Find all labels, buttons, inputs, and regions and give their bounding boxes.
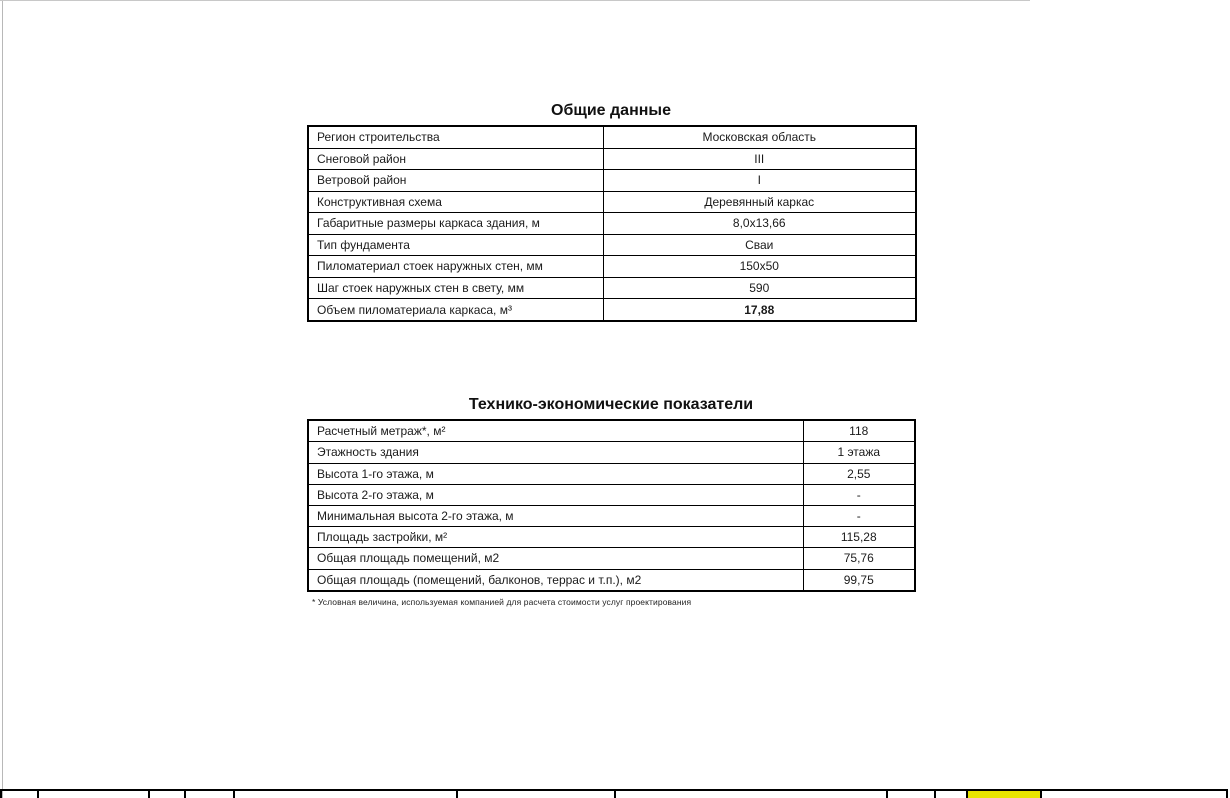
row-label: Площадь застройки, м²: [308, 527, 803, 548]
row-label: Общая площадь помещений, м2: [308, 548, 803, 569]
row-label: Регион строительства: [308, 126, 603, 148]
title-block-divider: [614, 791, 616, 798]
row-value: 17,88: [603, 299, 916, 321]
table-row: [308, 527, 915, 548]
row-label: Тип фундамента: [308, 234, 603, 256]
title-block-divider: [1040, 791, 1042, 798]
row-label: Снеговой район: [308, 148, 603, 170]
row-label: Габаритные размеры каркаса здания, м: [308, 213, 603, 235]
general-data-title: Общие данные: [551, 102, 671, 119]
table-row: [308, 463, 915, 484]
title-block-highlight: [968, 791, 1040, 798]
row-label: Расчетный метраж*, м²: [308, 420, 803, 442]
footnote: * Условная величина, используемая компанией для расчета стоимости услуг проектирования: [312, 597, 692, 607]
row-value: 150x50: [603, 256, 916, 278]
title-block-divider: [233, 791, 235, 798]
row-label: Этажность здания: [308, 442, 803, 463]
table-row: [308, 505, 915, 526]
title-block-strip: [0, 789, 1230, 798]
row-value: Деревянный каркас: [603, 191, 916, 213]
table-row: [308, 126, 916, 148]
table-row: [308, 191, 916, 213]
table-row: [308, 548, 915, 569]
row-value: I: [603, 170, 916, 192]
row-value: Сваи: [603, 234, 916, 256]
row-value: 590: [603, 277, 916, 299]
table-row: [308, 484, 915, 505]
table-row: [308, 442, 915, 463]
row-label: Высота 2-го этажа, м: [308, 484, 803, 505]
row-value: 75,76: [803, 548, 915, 569]
title-block-divider: [886, 791, 888, 798]
title-block-divider: [37, 791, 39, 798]
row-value: -: [803, 505, 915, 526]
row-value: 115,28: [803, 527, 915, 548]
row-value: -: [803, 484, 915, 505]
table-row: [308, 234, 916, 256]
row-label: Объем пиломатериала каркаса, м³: [308, 299, 603, 321]
table-row: [308, 213, 916, 235]
row-label: Конструктивная схема: [308, 191, 603, 213]
row-label: Шаг стоек наружных стен в свету, мм: [308, 277, 603, 299]
table-row: [308, 148, 916, 170]
table-row: [308, 170, 916, 192]
row-label: Общая площадь (помещений, балконов, террас и т.п.), м2: [308, 569, 803, 591]
title-block-divider: [148, 791, 150, 798]
tep-table: [307, 419, 916, 592]
table-row: [308, 569, 915, 591]
row-value: 2,55: [803, 463, 915, 484]
general-data-table: [307, 125, 917, 322]
title-block-divider: [184, 791, 186, 798]
row-label: Высота 1-го этажа, м: [308, 463, 803, 484]
table-row: [308, 256, 916, 278]
title-block-divider: [934, 791, 936, 798]
row-value: 8,0x13,66: [603, 213, 916, 235]
row-value: Московская область: [603, 126, 916, 148]
table-row: [308, 299, 916, 321]
row-value: 99,75: [803, 569, 915, 591]
row-value: III: [603, 148, 916, 170]
table-row: [308, 420, 915, 442]
row-label: Ветровой район: [308, 170, 603, 192]
title-block-divider: [0, 791, 2, 798]
sheet-frame-left: [2, 0, 3, 798]
row-label: Минимальная высота 2-го этажа, м: [308, 505, 803, 526]
sheet-frame-top: [0, 0, 1030, 1]
title-block-divider: [1226, 791, 1228, 798]
row-value: 118: [803, 420, 915, 442]
row-label: Пиломатериал стоек наружных стен, мм: [308, 256, 603, 278]
row-value: 1 этажа: [803, 442, 915, 463]
table-row: [308, 277, 916, 299]
title-block-divider: [456, 791, 458, 798]
tep-title: Технико-экономические показатели: [468, 396, 754, 413]
